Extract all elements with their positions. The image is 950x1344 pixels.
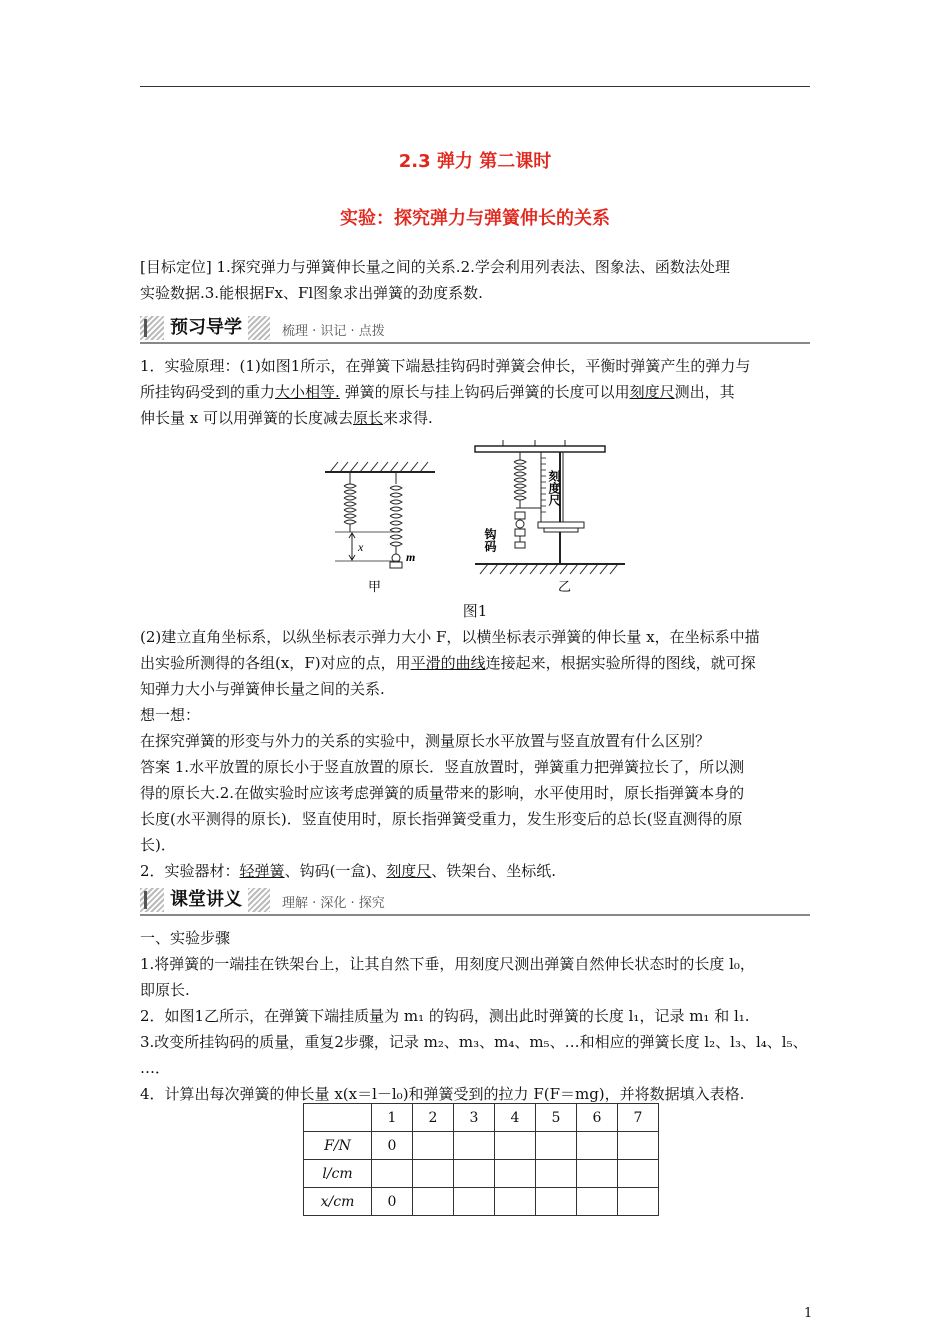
- section-name: 预习导学: [164, 316, 248, 340]
- table-cell: [413, 1132, 454, 1160]
- table-cell: [577, 1160, 618, 1188]
- think-answer-line1: 答案 1.水平放置的原长小于竖直放置的原长．竖直放置时，弹簧重力把弹簧拉长了，所以测: [140, 758, 745, 776]
- think-answer-line3: 长度(水平测得的原长)．竖直使用时，原长指弹簧受重力，发生形变后的总长(竖直测得的原: [140, 810, 743, 828]
- section-sub: 理解 · 深化 · 探究: [282, 896, 385, 911]
- table-cell: [454, 1160, 495, 1188]
- table-cell: l/cm: [304, 1160, 372, 1188]
- coord-line1: (2)建立直角坐标系，以纵坐标表示弹力大小 F，以横坐标表示弹簧的伸长量 x，在坐标系中描: [140, 628, 760, 646]
- step-4: 4．计算出每次弹簧的伸长量 x(x＝l－l₀)和弹簧受到的拉力 F(F＝mg)，并将数据填入表格.: [140, 1085, 745, 1103]
- table-cell: [413, 1188, 454, 1216]
- goal-label: [目标定位]: [140, 258, 212, 276]
- table-cell: [495, 1160, 536, 1188]
- table-cell: [495, 1188, 536, 1216]
- header-rule: [140, 86, 810, 87]
- think-answer-line4: 长)．: [140, 836, 176, 854]
- label-x: x: [358, 540, 364, 554]
- table-cell: [454, 1188, 495, 1216]
- blank-answer: 原长: [353, 409, 384, 427]
- step-2: 2．如图1乙所示，在弹簧下端挂质量为 m₁ 的钩码，测出此时弹簧的长度 l₁，记录 m₁ 和 l₁.: [140, 1007, 750, 1025]
- table-cell: 3: [454, 1104, 495, 1132]
- table-cell: [618, 1132, 659, 1160]
- text: 来求得.: [383, 409, 433, 427]
- text: 弹簧的原长与挂上钩码后弹簧的长度可以用: [339, 383, 630, 401]
- blank-answer: 大小相等.: [275, 383, 340, 401]
- text: 所挂钩码受到的重力: [140, 383, 276, 401]
- table-cell: 6: [577, 1104, 618, 1132]
- text: 测出，其: [674, 383, 735, 401]
- text: 伸长量 x 可以用弹簧的长度减去: [140, 409, 353, 427]
- section-rule: [140, 342, 810, 344]
- figure-caption: 图1: [462, 602, 488, 620]
- page-title: 2.3 弹力 第二课时: [398, 151, 552, 172]
- table-cell: [372, 1160, 413, 1188]
- label-m: m: [406, 550, 416, 564]
- table-row: [304, 1188, 659, 1216]
- label-yi: 乙: [558, 580, 572, 595]
- table-cell: x/cm: [304, 1188, 372, 1216]
- blank-answer: 平滑的曲线: [410, 654, 486, 672]
- step-1a: 1.将弹簧的一端挂在铁架台上，让其自然下垂，用刻度尺测出弹簧自然伸长状态时的长度 l₀，: [140, 955, 755, 973]
- table-cell: [413, 1160, 454, 1188]
- text: 出实验所测得的各组(x，F)对应的点，用: [140, 654, 411, 672]
- table-cell: [536, 1132, 577, 1160]
- principle-paragraph: [140, 353, 812, 431]
- table-cell: [536, 1188, 577, 1216]
- table-cell: [577, 1132, 618, 1160]
- step-1b: 即原长.: [140, 981, 190, 999]
- steps-heading: 一、实验步骤: [140, 929, 231, 947]
- text: 、钩码(一盒)、: [284, 862, 387, 880]
- table-cell: 4: [495, 1104, 536, 1132]
- section-mark-icon: [144, 319, 161, 337]
- section-rule: [140, 914, 810, 916]
- blank-answer: 轻弹簧: [239, 862, 285, 880]
- table-cell: 5: [536, 1104, 577, 1132]
- text: 、铁架台、坐标纸.: [431, 862, 557, 880]
- table-cell: [495, 1132, 536, 1160]
- think-answer-line2: 得的原长大.2.在做实验时应该考虑弹簧的质量带来的影响，水平使用时，原长指弹簧本身的: [140, 784, 745, 802]
- label-weight: 钩码: [483, 528, 497, 552]
- table-cell: [618, 1160, 659, 1188]
- table-cell: [618, 1188, 659, 1216]
- table-cell: 1: [372, 1104, 413, 1132]
- table-cell: [577, 1188, 618, 1216]
- figure-1: [320, 436, 630, 596]
- table-cell: 2: [413, 1104, 454, 1132]
- table-cell: [454, 1132, 495, 1160]
- text: 2．实验器材：: [140, 862, 240, 880]
- blank-answer: 刻度尺: [386, 862, 432, 880]
- table-cell: [304, 1104, 372, 1132]
- text: 连接起来，根据实验所得的图线，就可探: [485, 654, 756, 672]
- blank-answer: 刻度尺: [629, 383, 675, 401]
- section-name: 课堂讲义: [164, 888, 248, 912]
- table-row: [304, 1160, 659, 1188]
- table-cell: 7: [618, 1104, 659, 1132]
- data-table: [303, 1103, 659, 1216]
- table-cell: 0: [372, 1132, 413, 1160]
- section-sub: 梳理 · 识记 · 点拨: [282, 324, 385, 339]
- section-preview-header: [140, 316, 810, 344]
- section-mark-icon: [144, 891, 161, 909]
- principle-line1: 1．实验原理：(1)如图1所示，在弹簧下端悬挂钩码时弹簧会伸长，平衡时弹簧产生的弹力与: [140, 357, 751, 375]
- goal-line2: 实验数据.3.能根据Fx、Fl图象求出弹簧的劲度系数.: [140, 284, 483, 302]
- think-heading: 想一想：: [140, 706, 201, 724]
- coord-line3: 知弹力大小与弹簧伸长量之间的关系.: [140, 680, 385, 698]
- table-row: [304, 1132, 659, 1160]
- section-lecture-header: [140, 888, 810, 916]
- table-cell: F/N: [304, 1132, 372, 1160]
- table-cell: [536, 1160, 577, 1188]
- coordinate-paragraph: [140, 624, 812, 884]
- page-subtitle: 实验：探究弹力与弹簧伸长的关系: [340, 208, 610, 229]
- table-cell: 0: [372, 1188, 413, 1216]
- figure-jia: [325, 462, 435, 595]
- goal-paragraph: [140, 254, 812, 306]
- figure-yi: [475, 440, 625, 595]
- label-jia: 甲: [368, 580, 382, 595]
- goal-line1: 1.探究弹力与弹簧伸长量之间的关系.2.学会利用列表法、图象法、函数法处理: [211, 258, 730, 276]
- label-ruler: 刻度尺: [547, 470, 561, 506]
- think-question: 在探究弹簧的形变与外力的关系的实验中，测量原长水平放置与竖直放置有什么区别？: [140, 732, 711, 750]
- page-number: 1: [804, 1306, 813, 1321]
- step-3b: …．: [140, 1059, 171, 1077]
- step-3a: 3.改变所挂钩码的质量，重复2步骤，记录 m₂、m₃、m₄、m₅、…和相应的弹簧长度 l₂、l₃、l₄、l₅、: [140, 1033, 808, 1051]
- steps-paragraph: [140, 925, 812, 1107]
- table-header-row: [304, 1104, 659, 1132]
